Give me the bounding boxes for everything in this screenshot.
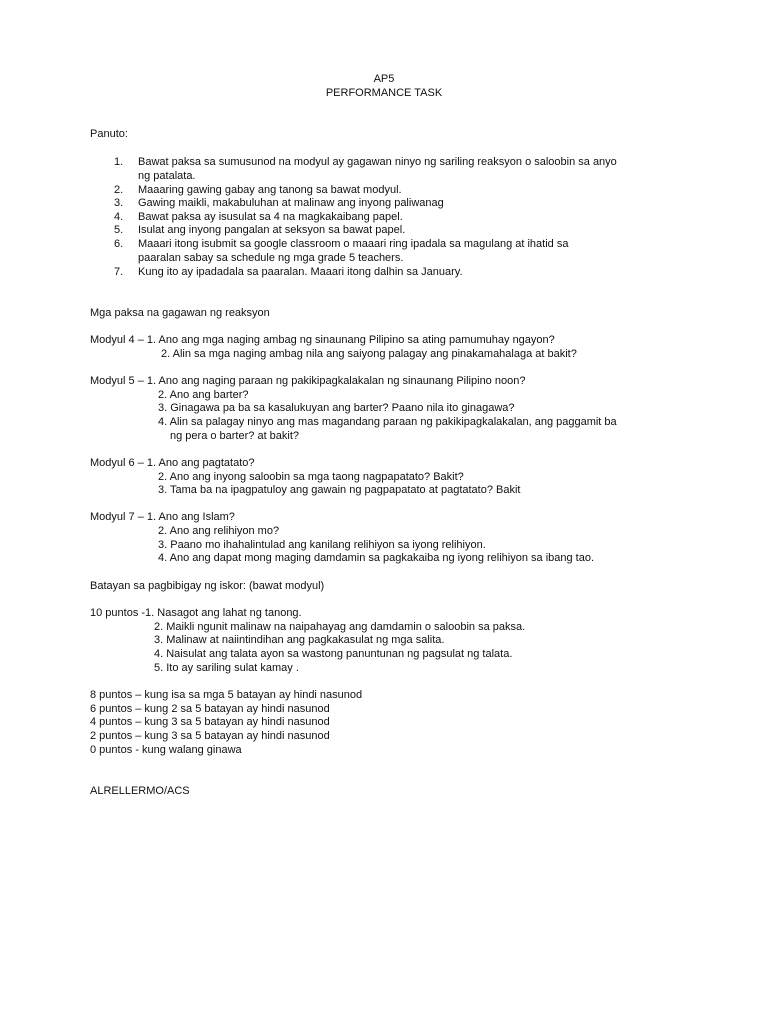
- scoring-heading: Batayan sa pagbibigay ng iskor: (bawat modyul): [90, 580, 325, 592]
- module-5-question-3: 3. Ginagawa pa ba sa kasalukuyan ang barter? Paano nila ito ginagawa?: [158, 402, 515, 414]
- criteria-line: 5. Ito ay sariling sulat kamay .: [154, 662, 299, 674]
- module-5-question-2: 2. Ano ang barter?: [158, 389, 249, 401]
- module-5-question-1: Modyul 5 – 1. Ano ang naging paraan ng pakikipagkalakalan ng sinaunang Pilipino noon?: [90, 375, 526, 387]
- criteria-line: 4. Naisulat ang talata ayon sa wastong panuntunan ng pagsulat ng talata.: [154, 648, 513, 660]
- instruction-item-continued: ng patalata.: [138, 170, 196, 182]
- instruction-item: 6. Maaari itong isubmit sa google classroom o maaari ring ipadala sa magulang at ihatid sa: [114, 238, 569, 250]
- score-level: 8 puntos – kung isa sa mga 5 batayan ay hindi nasunod: [90, 689, 363, 701]
- instructions-heading: Panuto:: [90, 128, 128, 140]
- document-title: PERFORMANCE TASK: [325, 87, 443, 99]
- author-signature: ALRELLERMO/ACS: [90, 785, 190, 797]
- score-level: 4 puntos – kung 3 sa 5 batayan ay hindi nasunod: [90, 716, 330, 728]
- subject-heading: AP5: [373, 73, 395, 85]
- module-6-question-1: Modyul 6 – 1. Ano ang pagtatato?: [90, 457, 255, 469]
- module-7-question-2: 2. Ano ang relihiyon mo?: [158, 525, 280, 537]
- module-7-question-3: 3. Paano mo ihahalintulad ang kanilang relihiyon sa iyong relihiyon.: [158, 539, 486, 551]
- module-4-question-2: 2. Alin sa mga naging ambag nila ang saiyong palagay ang pinakamahalaga at bakit?: [161, 348, 577, 360]
- criteria-line: 2. Maikli ngunit malinaw na naipahayag ang damdamin o saloobin sa paksa.: [154, 621, 526, 633]
- score-level: 6 puntos – kung 2 sa 5 batayan ay hindi nasunod: [90, 703, 330, 715]
- module-6-question-3: 3. Tama ba na ipagpatuloy ang gawain ng pagpapatato at pagtatato? Bakit: [158, 484, 521, 496]
- score-level: 0 puntos - kung walang ginawa: [90, 744, 242, 756]
- instruction-item-continued: paaralan sabay sa schedule ng mga grade 5 teachers.: [138, 252, 404, 264]
- criteria-line: 10 puntos -1. Nasagot ang lahat ng tanong.: [90, 607, 302, 619]
- topics-heading: Mga paksa na gagawan ng reaksyon: [90, 307, 270, 319]
- instruction-item: 5. Isulat ang inyong pangalan at seksyon sa bawat papel.: [114, 224, 406, 236]
- module-7-question-4: 4. Ano ang dapat mong maging damdamin sa pagkakaiba ng iyong relihiyon sa ibang tao.: [158, 552, 595, 564]
- module-5-question-4-continued: ng pera o barter? at bakit?: [170, 430, 300, 442]
- module-7-question-1: Modyul 7 – 1. Ano ang Islam?: [90, 511, 235, 523]
- instruction-item: 4. Bawat paksa ay isusulat sa 4 na magkakaibang papel.: [114, 211, 403, 223]
- instruction-item: 1. Bawat paksa sa sumusunod na modyul ay gagawan ninyo ng sariling reaksyon o saloobin sa anyo: [114, 156, 617, 168]
- instruction-item: 2. Maaaring gawing gabay ang tanong sa bawat modyul.: [114, 184, 402, 196]
- module-5-question-4: 4. Alin sa palagay ninyo ang mas magandang paraan ng pakikipagkalakalan, ang paggamit ba: [158, 416, 617, 428]
- criteria-line: 3. Malinaw at naiintindihan ang pagkakasulat ng mga salita.: [154, 634, 445, 646]
- score-level: 2 puntos – kung 3 sa 5 batayan ay hindi nasunod: [90, 730, 330, 742]
- module-4-question-1: Modyul 4 – 1. Ano ang mga naging ambag ng sinaunang Pilipino sa ating pamumuhay ngayon?: [90, 334, 555, 346]
- instruction-item: 3. Gawing maikli, makabuluhan at malinaw ang inyong paliwanag: [114, 197, 444, 209]
- instruction-item: 7. Kung ito ay ipadadala sa paaralan. Maaari itong dalhin sa January.: [114, 266, 463, 278]
- module-6-question-2: 2. Ano ang inyong saloobin sa mga taong nagpapatato? Bakit?: [158, 471, 464, 483]
